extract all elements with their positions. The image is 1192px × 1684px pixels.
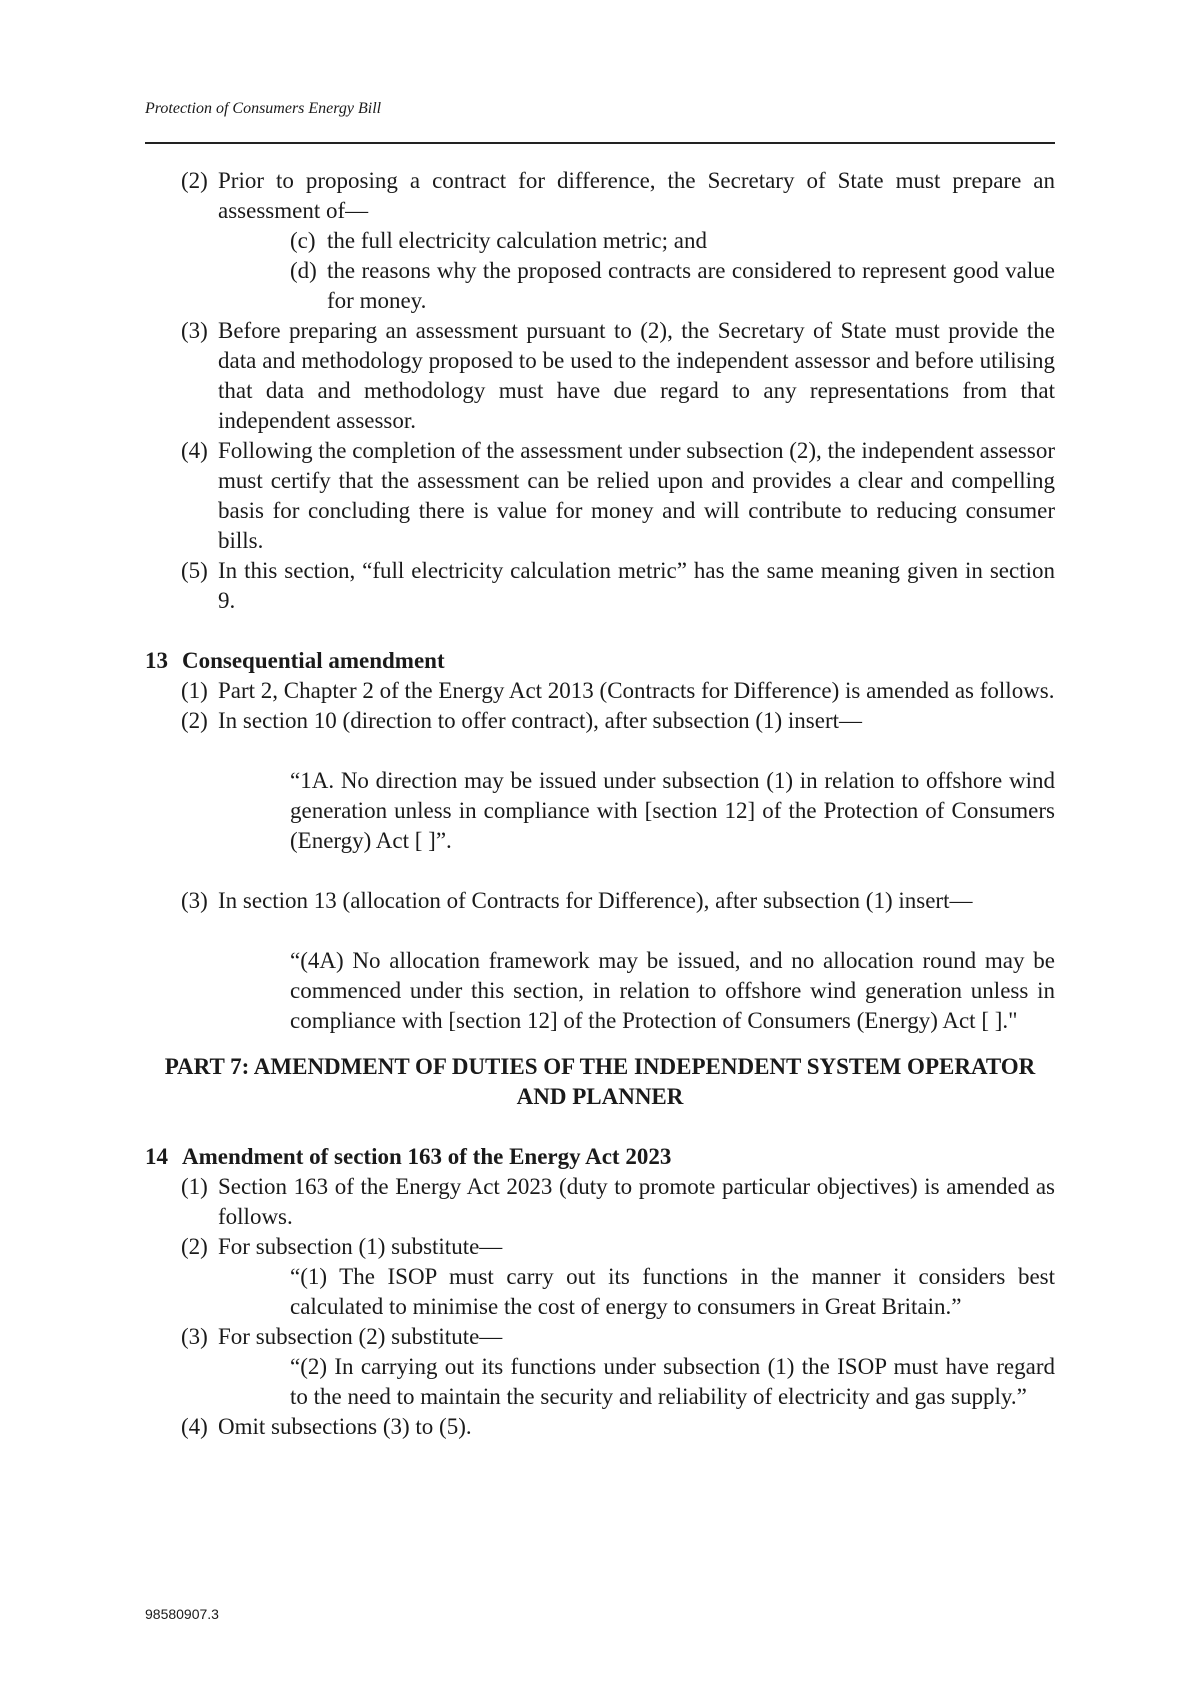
subsection-text: Prior to proposing a contract for difference, the Secretary of State must prepare an assessment of— <box>218 168 1055 223</box>
subsection-number: (3) <box>181 318 208 343</box>
running-title: Protection of Consumers Energy Bill <box>145 100 382 117</box>
section-title: Amendment of section 163 of the Energy Act 2023 <box>182 1144 672 1169</box>
s14-subsection-4 <box>145 1412 1055 1442</box>
subsection-number: (4) <box>181 438 208 463</box>
subsection-number: (2) <box>181 168 208 193</box>
paragraph-text: the full electricity calculation metric; and <box>327 228 707 253</box>
section-number: 13 <box>145 648 168 673</box>
subsection-number: (3) <box>181 1324 208 1349</box>
subsection-number: (2) <box>181 1234 208 1259</box>
s13-inserted-text-4a: “(4A) No allocation framework may be issued, and no allocation round may be commenced under this section, in relation to offshore wind generation unless in compliance with [section 12] of the Protection of Consumers (Energy) Act [ ]." <box>290 948 1055 1033</box>
subsection-number: (5) <box>181 558 208 583</box>
section-title: Consequential amendment <box>182 648 445 673</box>
s13-subsection-3 <box>145 886 1055 916</box>
part-heading-line-2: AND PLANNER <box>516 1084 684 1109</box>
subsection-number: (4) <box>181 1414 208 1439</box>
s14-subsection-2 <box>145 1232 1055 1262</box>
document-reference: 98580907.3 <box>145 1606 219 1622</box>
page-body <box>145 166 1055 1442</box>
subsection-text: Part 2, Chapter 2 of the Energy Act 2013 (Contracts for Difference) is amended as follows. <box>218 678 1055 703</box>
subsection-number: (1) <box>181 1174 208 1199</box>
paragraph-text: the reasons why the proposed contracts are considered to represent good value for money. <box>327 258 1055 313</box>
subsection-number: (2) <box>181 708 208 733</box>
s12-subsection-3 <box>145 316 1055 436</box>
subsection-text: Omit subsections (3) to (5). <box>218 1414 472 1439</box>
subsection-text: In this section, “full electricity calculation metric” has the same meaning given in section 9. <box>218 558 1055 613</box>
subsection-text: In section 13 (allocation of Contracts for Difference), after subsection (1) insert— <box>218 888 973 913</box>
s13-subsection-1 <box>145 676 1055 706</box>
header-rule <box>145 142 1055 144</box>
paragraph-letter: (d) <box>290 258 317 283</box>
subsection-text: Section 163 of the Energy Act 2023 (duty to promote particular objectives) is amended as follows. <box>218 1174 1055 1229</box>
s12-subsection-5 <box>145 556 1055 616</box>
s12-paragraph-d <box>145 256 1055 316</box>
part-7-heading <box>145 1052 1055 1112</box>
s14-subsection-3 <box>145 1322 1055 1352</box>
s14-subsection-1 <box>145 1172 1055 1232</box>
section-13-heading <box>145 646 1055 676</box>
subsection-text: For subsection (1) substitute— <box>218 1234 503 1259</box>
s12-paragraph-c <box>145 226 1055 256</box>
s13-subsection-2 <box>145 706 1055 736</box>
subsection-number: (3) <box>181 888 208 913</box>
s12-subsection-2 <box>145 166 1055 226</box>
subsection-number: (1) <box>181 678 208 703</box>
paragraph-letter: (c) <box>290 228 316 253</box>
s14-substituted-text-2: “(2) In carrying out its functions under subsection (1) the ISOP must have regard to the need to maintain the security and reliability of electricity and gas supply.” <box>290 1354 1055 1409</box>
part-heading-line-1: PART 7: AMENDMENT OF DUTIES OF THE INDEPENDENT SYSTEM OPERATOR <box>164 1054 1036 1079</box>
section-number: 14 <box>145 1144 168 1169</box>
subsection-text: In section 10 (direction to offer contract), after subsection (1) insert— <box>218 708 862 733</box>
s14-substituted-text-1: “(1) The ISOP must carry out its functions in the manner it considers best calculated to minimise the cost of energy to consumers in Great Britain.” <box>290 1264 1055 1319</box>
section-14-heading <box>145 1142 1055 1172</box>
s12-subsection-4 <box>145 436 1055 556</box>
s13-inserted-text-1a: “1A. No direction may be issued under subsection (1) in relation to offshore wind generation unless in compliance with [section 12] of the Protection of Consumers (Energy) Act [ ]”. <box>290 768 1055 853</box>
subsection-text: Before preparing an assessment pursuant to (2), the Secretary of State must provide the data and methodology proposed to be used to the independent assessor and before utilising that data and methodology must have due regard to any representations from that independent assessor. <box>218 318 1055 433</box>
subsection-text: For subsection (2) substitute— <box>218 1324 503 1349</box>
subsection-text: Following the completion of the assessment under subsection (2), the independent assessor must certify that the assessment can be relied upon and provides a clear and compelling basis for concluding there is value for money and will contribute to reducing consumer bills. <box>218 438 1055 553</box>
